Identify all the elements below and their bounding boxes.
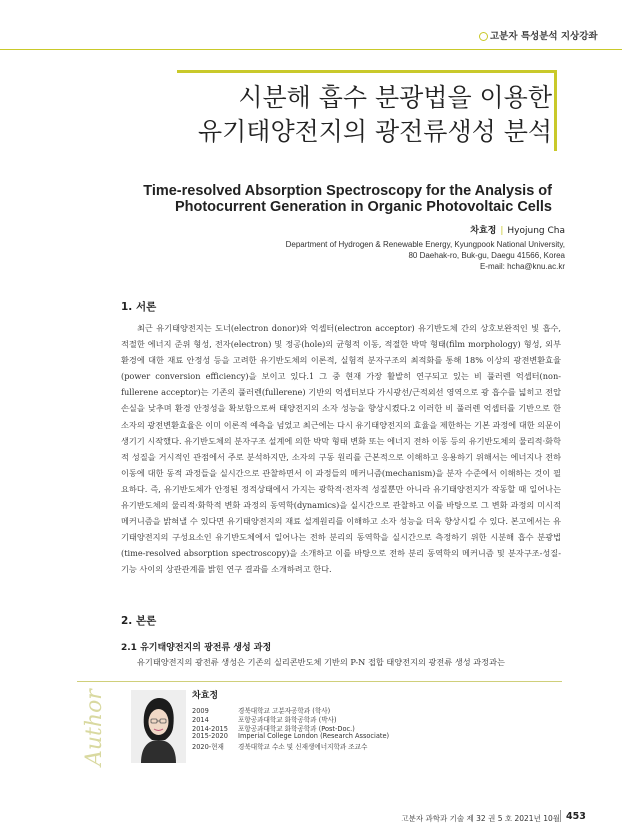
byline-separator: | bbox=[500, 226, 504, 236]
bio-entry bbox=[192, 741, 367, 751]
author-email[interactable]: E-mail: hcha@knu.ac.kr bbox=[479, 262, 565, 271]
circle-icon bbox=[479, 32, 488, 41]
bio-entry bbox=[192, 732, 389, 740]
bio-year: 2009 bbox=[192, 707, 209, 715]
section-1-heading: 1. 서론 bbox=[121, 301, 157, 313]
bio-text: 경북대학교 수소 및 신재생에너지학과 조교수 bbox=[238, 743, 368, 751]
bio-text: 경북대학교 고분자공학과 (학사) bbox=[238, 707, 331, 715]
english-title-line-1: Time-resolved Absorption Spectroscopy for the Analysis of bbox=[143, 183, 552, 199]
bio-text: 포항공과대학교 화학공학과 (박사) bbox=[238, 716, 337, 724]
bio-year: 2014 bbox=[192, 716, 209, 724]
author-photo bbox=[131, 690, 186, 763]
bio-text: 포항공과대학교 화학공학과 (Post-Doc.) bbox=[238, 725, 355, 733]
footer-separator bbox=[560, 810, 561, 822]
korean-title-line-2: 유기태양전지의 광전류생성 분석 bbox=[198, 117, 552, 146]
affiliation-line-1: Department of Hydrogen & Renewable Energy, Kyungpook National University, bbox=[285, 240, 565, 249]
bio-author-name: 차효정 bbox=[192, 691, 219, 701]
author-label-text: Author bbox=[82, 689, 107, 766]
header-divider bbox=[0, 49, 622, 50]
author-vertical-label bbox=[78, 690, 112, 778]
section-1-body: 최근 유기태양전지는 도너(electron donor)와 억셉터(electron acceptor) 유기반도체 간의 상호보완적인 빛 흡수, 적절한 에너지 준위 형성, 전자(electron) 및 정공(hole)의 균형적 이동, 적절한 박막 형태(film morphology) 형성, 외부환경에 대한 재료 안정성 등을 고려한 유기반도체의 이론적, 실험적 분자구조의 최적화를 통해 18% 이상의 광전변환효율(power conversion efficiency)을 보이고 있다.1 그 중 현재 가장 활발히 연구되고 있는 비 풀러렌 억셉터(non-fullerene acceptor)는 기존의 풀러렌(fullerene) 기반의 억셉터보다 가시광선/근적외선 영역으로 광 흡수를 넓히고 전압손실을 낮추며 환경 안정성을 확보함으로써 태양전지의 소자 성능을 향상시켰다.2 이러한 비 풀러렌 억셉터를 기반으로 한 소자의 광전변환효율은 이미 이론적 예측을 넘었고 최근에는 다시 유기태양전지의 효율을 제한하는 기본 과정에 대한 의문이 생기기 시작했다. 유기반도체의 분자구조 설계에 의한 박막 형태 변화 또는 에너지 전하 이동 등의 유기반도체의 물리적·화학적 성질을 거시적인 관점에서 주로 분석하지만, 소자의 구동 원리를 근본적으로 이해하고 응용하기 위해서는 에너지나 전하 이동에 대한 동적 과정들을 실시간으로 관찰하면서 이 과정들의 메커니즘(mechanism)을 분자 수준에서 이해하는 것이 필요하다. 즉, 유기반도체가 안정된 정적상태에서 가지는 광학적·전자적 성질뿐만 아니라 유기태양전지가 작동할 때 일어나는 유기반도체의 물리적·화학적 변화 과정의 동역학(dynamics)을 실시간으로 관찰하고 이를 바탕으로 그 변화 과정의 미시적 메커니즘을 밝혀낼 수 있다면 유기태양전지의 재료 설계원리를 이해하고 소자 성능을 더욱 향상시킬 수 있다. 본고에서는 유기태양전지의 구성요소인 유기반도체에서 일어나는 전하 분리의 동역학을 실시간으로 측정하기 위한 시분해 흡수 분광법(time-resolved absorption spectroscopy)을 소개하고 이를 바탕으로 전하 분리 동역학의 메커니즘 및 분자구조-성질-기능 사이의 상관관계를 밝힌 연구 결과를 소개하려고 한다. bbox=[121, 323, 561, 575]
subsection-2-1-body: 유기태양전지의 광전류 생성은 기존의 실리콘반도체 기반의 P-N 접합 태양전지의 광전류 생성 과정과는 bbox=[137, 657, 505, 667]
author-name-ko: 차효정 bbox=[470, 226, 497, 236]
author-name-en: Hyojung Cha bbox=[507, 226, 565, 236]
subsection-2-1-heading: 2.1 유기태양전지의 광전류 생성 과정 bbox=[121, 643, 272, 653]
author-byline bbox=[470, 223, 565, 236]
page-number: 453 bbox=[566, 811, 586, 822]
bio-text: Imperial College London (Research Associate) bbox=[238, 732, 390, 740]
korean-title-line-1: 시분해 흡수 분광법을 이용한 bbox=[238, 83, 552, 112]
english-title-line-2: Photocurrent Generation in Organic Photovoltaic Cells bbox=[174, 199, 552, 215]
portrait-icon bbox=[131, 690, 186, 763]
bio-year: 2014-2015 bbox=[192, 725, 228, 733]
bio-year: 2015-2020 bbox=[192, 732, 228, 740]
section-2-heading: 2. 본론 bbox=[121, 615, 157, 627]
affiliation-line-2: 80 Daehak-ro, Buk-gu, Daegu 41566, Korea bbox=[408, 251, 565, 260]
series-title: 고분자 특성분석 지상강좌 bbox=[490, 31, 598, 42]
journal-footer: 고분자 과학과 기술 제 32 권 5 호 2021년 10월 bbox=[401, 814, 560, 823]
bio-year: 2020-현재 bbox=[192, 743, 224, 751]
